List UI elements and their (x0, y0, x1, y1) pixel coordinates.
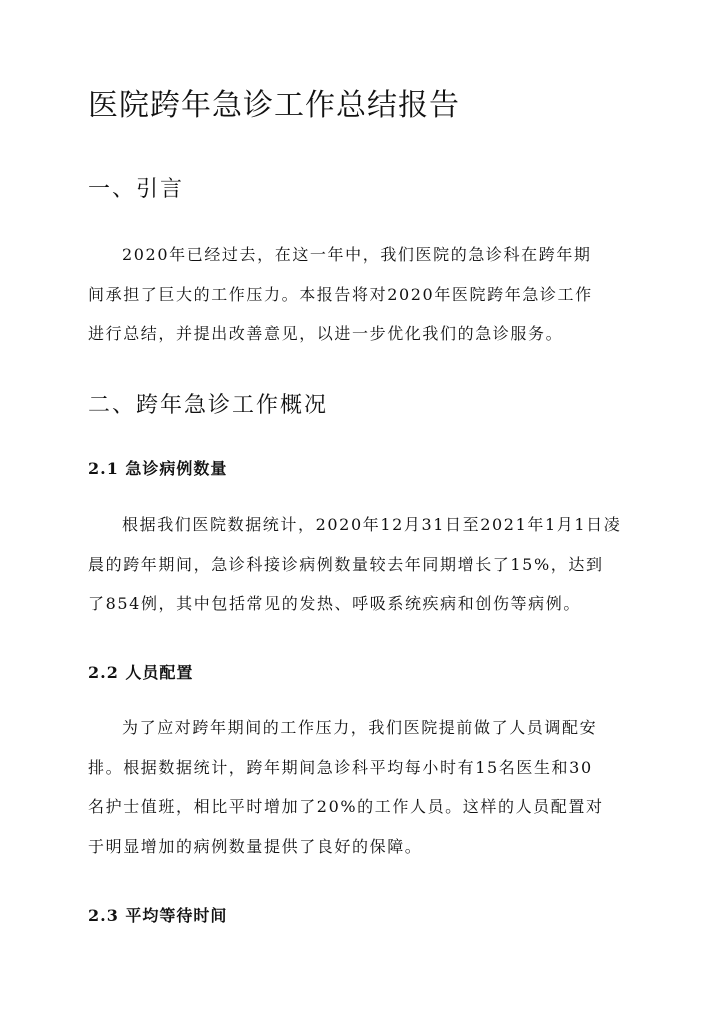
paragraph-line: 晨的跨年期间，急诊科接诊病例数量较去年同期增长了15%，达到 (88, 554, 604, 574)
section-heading-overview: 二、跨年急诊工作概况 (88, 393, 329, 418)
subsection-heading-wait-time: 2.3 平均等待时间 (88, 906, 228, 925)
introduction-paragraph (88, 235, 636, 354)
paragraph-line: 排。根据数据统计，跨年期间急诊科平均每小时有15名医生和30 (88, 757, 593, 777)
subsection-heading-case-count: 2.1 急诊病例数量 (88, 459, 228, 478)
paragraph-line: 为了应对跨年期间的工作压力，我们医院提前做了人员调配安 (122, 718, 598, 737)
paragraph-line: 了854例，其中包括常见的发热、呼吸系统疾病和创伤等病例。 (88, 594, 581, 613)
staffing-paragraph (88, 708, 636, 866)
paragraph-line: 2020年已经过去，在这一年中，我们医院的急诊科在跨年期 (122, 245, 592, 264)
paragraph-line: 于明显增加的病例数量提供了良好的保障。 (88, 836, 423, 856)
section-heading-introduction: 一、引言 (88, 177, 185, 202)
paragraph-line: 间承担了巨大的工作压力。本报告将对2020年医院跨年急诊工作 (88, 284, 593, 304)
paragraph-line: 根据我们医院数据统计，2020年12月31日至2021年1月1日凌 (122, 515, 622, 534)
subsection-heading-staffing: 2.2 人员配置 (88, 663, 194, 682)
case-count-paragraph (88, 505, 636, 624)
paragraph-line: 名护士值班，相比平时增加了20%的工作人员。这样的人员配置对 (88, 797, 604, 816)
paragraph-line: 进行总结，并提出改善意见，以进一步优化我们的急诊服务。 (88, 324, 564, 343)
document-title: 医院跨年急诊工作总结报告 (88, 88, 460, 123)
